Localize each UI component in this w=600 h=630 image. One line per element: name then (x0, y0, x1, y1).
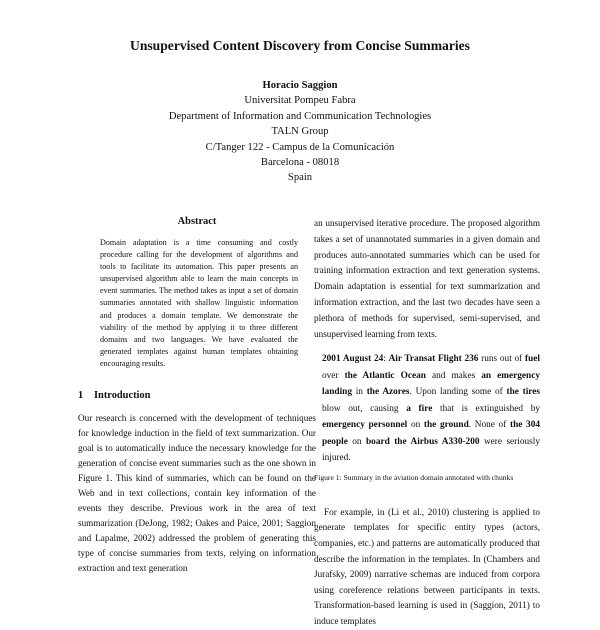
section-title: Introduction (94, 390, 151, 402)
text: that is extinguished by (432, 403, 540, 414)
right-paragraph-1: an unsupervised iterative procedure. The proposed algorithm takes a set of unannotated summaries in a given domain and produces auto-annotated summaries which can be used for training information extraction and text generation systems. Domain adaptation is essential for text summarization and information extraction, and the last two decades have seen a plethora of methods for supervised, semi-supervised, and unsupervised learning from texts. (314, 218, 540, 339)
abstract-heading: Abstract (177, 216, 217, 227)
text: on (407, 420, 424, 431)
text: were seriously injured. (322, 436, 541, 464)
right-paragraph-2: For example, in (Li et al., 2010) clustering is applied to generate templates for specific entity types (actors, companies, etc.) and patterns are automatically produced that describe the information in the templates. In (Chambers and Jurafsky, 2009) narrative schemas are induced from corpora using coreference relations between participants in texts. Transformation-based learning is used in (Saggion, 2011) to induce templates (314, 506, 540, 627)
figure-1-example (314, 351, 540, 467)
text: . None of (468, 420, 510, 431)
affiliation-line: C/Tanger 122 - Campus de la Comunicación (205, 141, 395, 153)
text: runs out of (478, 354, 525, 365)
left-column (78, 216, 316, 576)
chunk: fuel (525, 354, 540, 365)
paper-title: Unsupervised Content Discovery from Concise Summaries (130, 38, 470, 53)
text: and makes (425, 370, 482, 381)
figure-caption: Figure 1: Summary in the aviation domain annotated with chunks (314, 472, 514, 482)
text: . Upon landing some of (409, 387, 507, 398)
text: on (347, 436, 366, 447)
abstract-text: Domain adaptation is a time consuming and costly procedure calling for the development of algorithms and tools to facilitate its automation. This paper presents an unsupervised algorithm able to learn the main concepts in event summaries. The method takes as input a set of domain summaries annotated with shallow linguistic information and produces a domain template. We demonstrate the viability of the method by applying it to three different domains and two languages. We have evaluated the generated templates against human templates obtaining encouraging results. (100, 238, 298, 368)
chunk: Air Transat Flight 236 (388, 354, 479, 365)
chunk: an emergency landing (322, 370, 540, 398)
chunk: 2001 August 24 (322, 354, 384, 365)
affiliation-line: Barcelona - 08018 (260, 157, 340, 169)
chunk: the Atlantic Ocean (344, 370, 426, 381)
chunk: the Azores (366, 387, 410, 398)
author-name: Horacio Saggion (262, 80, 338, 91)
right-column (314, 216, 540, 630)
chunk: the 304 people (322, 420, 540, 447)
affiliation-line: TALN Group (271, 126, 329, 138)
section-number: 1 (78, 390, 84, 402)
introduction-text: Our research is concerned with the development of techniques for knowledge induction in the field of text summarization. Our goal is to automatically induce the necessary knowledge for the generation of concise event summaries such as the one shown in Figure 1. This kind of summaries, which can be found on the Web and in text collections, contain key information of the events they describe. Previous work in the area of text summarization (DeJong, 1982; Oakes and Paice, 2001; Saggion and Lapalme, 2002) addressed the problem of generating this type of concise summaries from texts, relying on information extraction and text generation (78, 413, 316, 574)
chunk: the ground (423, 420, 469, 431)
section-heading (78, 390, 316, 401)
text: blow out, causing (322, 403, 407, 414)
affiliation-line: Spain (287, 172, 313, 184)
chunk: emergency personnel (322, 420, 408, 431)
text: over (322, 370, 345, 381)
introduction-paragraph (78, 411, 316, 576)
chunk: a fire (406, 403, 433, 414)
author-block (0, 78, 600, 186)
affiliation-line: Universitat Pompeu Fabra (244, 95, 356, 107)
text: : (383, 354, 389, 365)
chunk: board the Airbus A330-200 (366, 436, 480, 447)
text: in (351, 387, 367, 398)
chunk: the tires (506, 387, 540, 398)
affiliation-line: Department of Information and Communication Technologies (168, 110, 432, 122)
